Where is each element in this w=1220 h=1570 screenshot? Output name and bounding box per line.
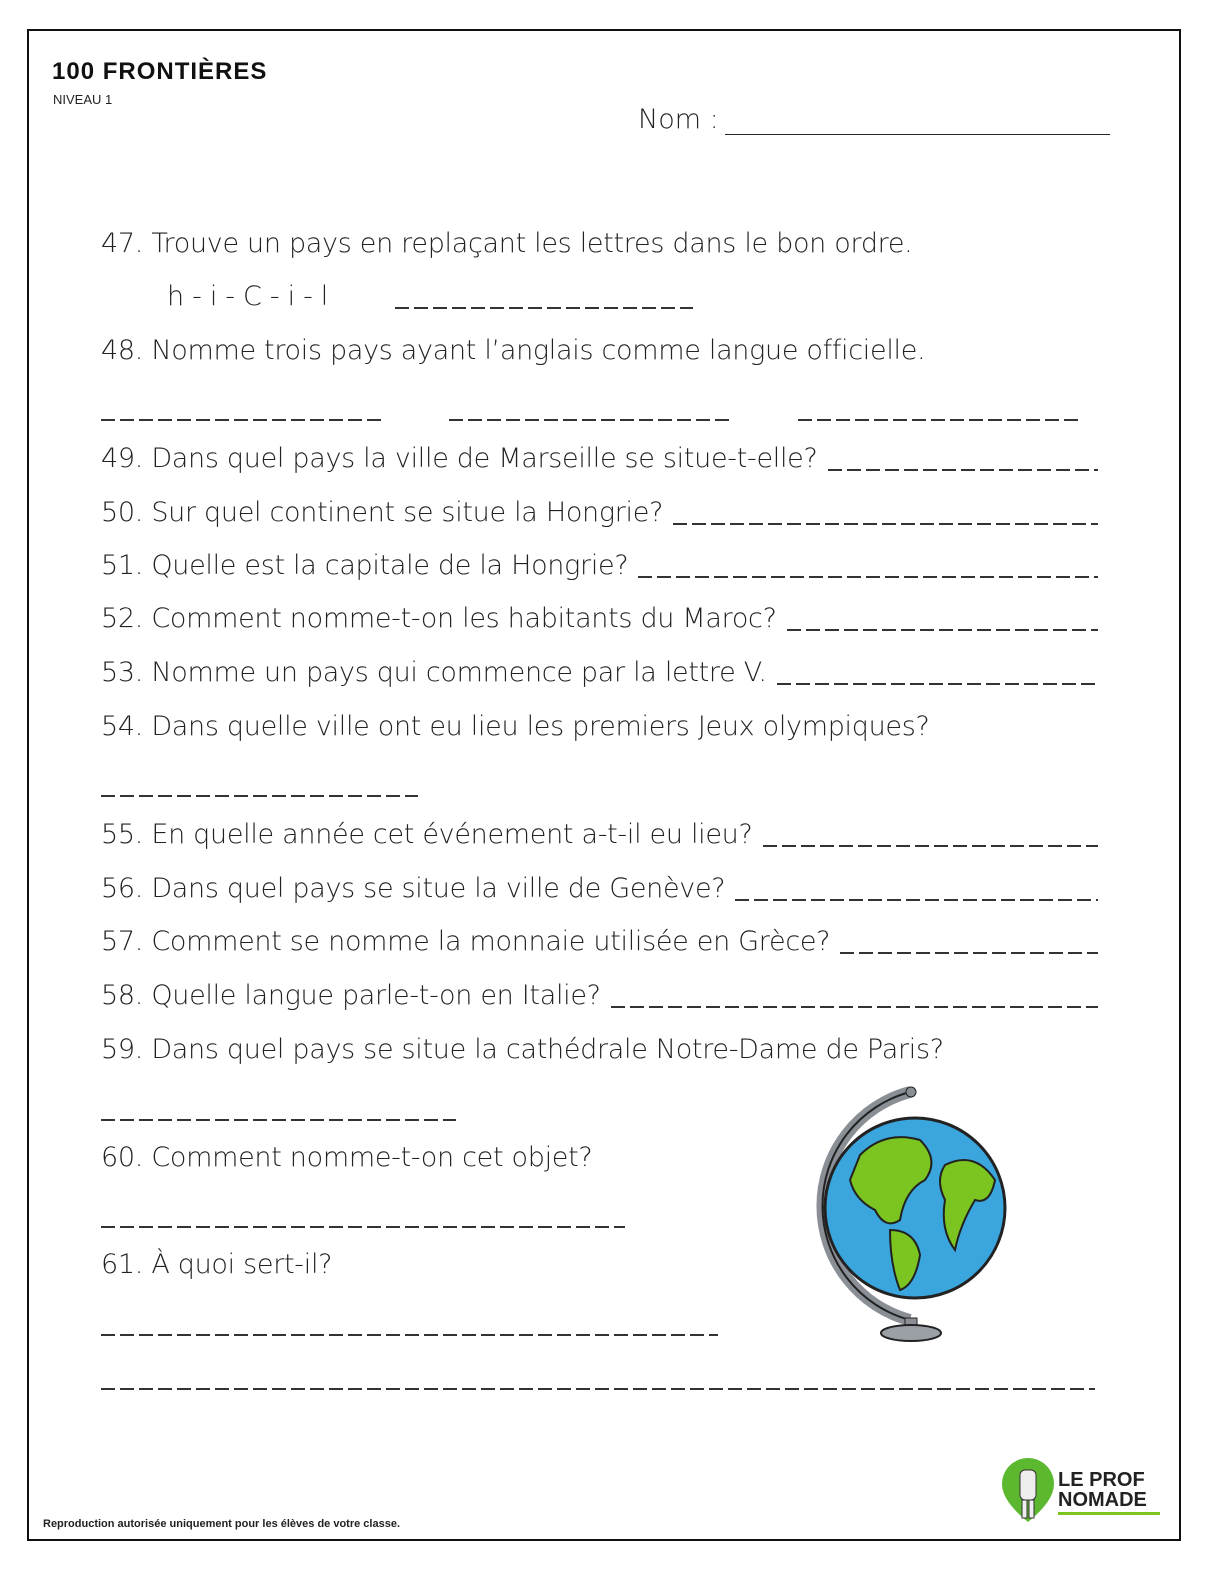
le-prof-nomade-logo bbox=[998, 1456, 1168, 1532]
answer-blank[interactable] bbox=[735, 899, 1098, 901]
question-text: 47. Trouve un pays en replaçant les lettres dans le bon ordre. bbox=[101, 227, 913, 259]
scramble-row bbox=[167, 269, 1098, 323]
answer-blank[interactable] bbox=[828, 469, 1098, 471]
question-49 bbox=[101, 431, 1098, 485]
question-text: 53. Nomme un pays qui commence par la lettre V. bbox=[101, 656, 767, 688]
answer-row-61b bbox=[101, 1350, 1098, 1404]
question-57 bbox=[101, 914, 1098, 968]
question-52 bbox=[101, 591, 1098, 645]
answer-blank[interactable] bbox=[840, 952, 1098, 954]
question-text: 50. Sur quel continent se situe la Hongrie? bbox=[101, 496, 664, 528]
question-text: 56. Dans quel pays se situe la ville de Genève? bbox=[101, 872, 726, 904]
answer-blank[interactable] bbox=[611, 1006, 1098, 1008]
svg-text:LE PROF: LE PROF bbox=[1058, 1469, 1145, 1491]
answer-blank[interactable] bbox=[673, 523, 1098, 525]
question-51 bbox=[101, 538, 1098, 592]
answer-blank[interactable] bbox=[798, 419, 1078, 421]
question-text: 48. Nomme trois pays ayant l’anglais comme langue officielle. bbox=[101, 334, 926, 366]
question-53 bbox=[101, 645, 1098, 699]
question-text: 54. Dans quelle ville ont eu lieu les premiers Jeux olympiques? bbox=[101, 710, 930, 742]
question-text: 61. À quoi sert-il? bbox=[101, 1248, 333, 1280]
answer-row-54 bbox=[101, 757, 1098, 811]
question-text: 51. Quelle est la capitale de la Hongrie? bbox=[101, 549, 629, 581]
scrambled-letters: h - i - C - i - l bbox=[167, 280, 329, 312]
name-field[interactable] bbox=[638, 104, 1110, 135]
answer-blank[interactable] bbox=[449, 419, 729, 421]
answer-blank[interactable] bbox=[101, 1226, 625, 1228]
question-58 bbox=[101, 968, 1098, 1022]
answer-blank[interactable] bbox=[101, 1388, 1095, 1390]
question-text: 49. Dans quel pays la ville de Marseille se situe-t-elle? bbox=[101, 442, 818, 474]
answer-blank[interactable] bbox=[787, 629, 1098, 631]
question-50 bbox=[101, 485, 1098, 539]
level-label: NIVEAU 1 bbox=[53, 92, 113, 107]
question-59 bbox=[101, 1022, 1098, 1076]
globe-illustration bbox=[790, 1080, 1020, 1345]
answer-blank[interactable] bbox=[101, 419, 381, 421]
question-text: 60. Comment nomme-t-on cet objet? bbox=[101, 1141, 593, 1173]
svg-text:NOMADE: NOMADE bbox=[1058, 1489, 1147, 1511]
question-55 bbox=[101, 807, 1098, 861]
answer-blank[interactable] bbox=[763, 845, 1098, 847]
question-text: 55. En quelle année cet événement a-t-il eu lieu? bbox=[101, 818, 753, 850]
question-56 bbox=[101, 861, 1098, 915]
question-text: 59. Dans quel pays se situe la cathédrale Notre-Dame de Paris? bbox=[101, 1033, 944, 1065]
question-48 bbox=[101, 323, 1098, 377]
question-54 bbox=[101, 699, 1098, 753]
answer-blank[interactable] bbox=[777, 683, 1098, 685]
brand-title: 100 FRONTIÈRES bbox=[52, 58, 268, 85]
question-text: 58. Quelle langue parle-t-on en Italie? bbox=[101, 979, 601, 1011]
name-blank[interactable] bbox=[725, 104, 1110, 135]
answer-row-48 bbox=[101, 381, 1098, 435]
answer-blank[interactable] bbox=[395, 307, 693, 309]
question-47 bbox=[101, 216, 1098, 270]
answer-blank[interactable] bbox=[101, 1119, 456, 1121]
question-text: 52. Comment nomme-t-on les habitants du Maroc? bbox=[101, 602, 777, 634]
answer-blank[interactable] bbox=[638, 576, 1098, 578]
answer-blank[interactable] bbox=[101, 1334, 718, 1336]
answer-blank[interactable] bbox=[101, 795, 418, 797]
question-text: 57. Comment se nomme la monnaie utilisée en Grèce? bbox=[101, 925, 831, 957]
copyright-notice: Reproduction autorisée uniquement pour les élèves de votre classe. bbox=[43, 1518, 400, 1530]
name-label: Nom : bbox=[638, 104, 719, 135]
